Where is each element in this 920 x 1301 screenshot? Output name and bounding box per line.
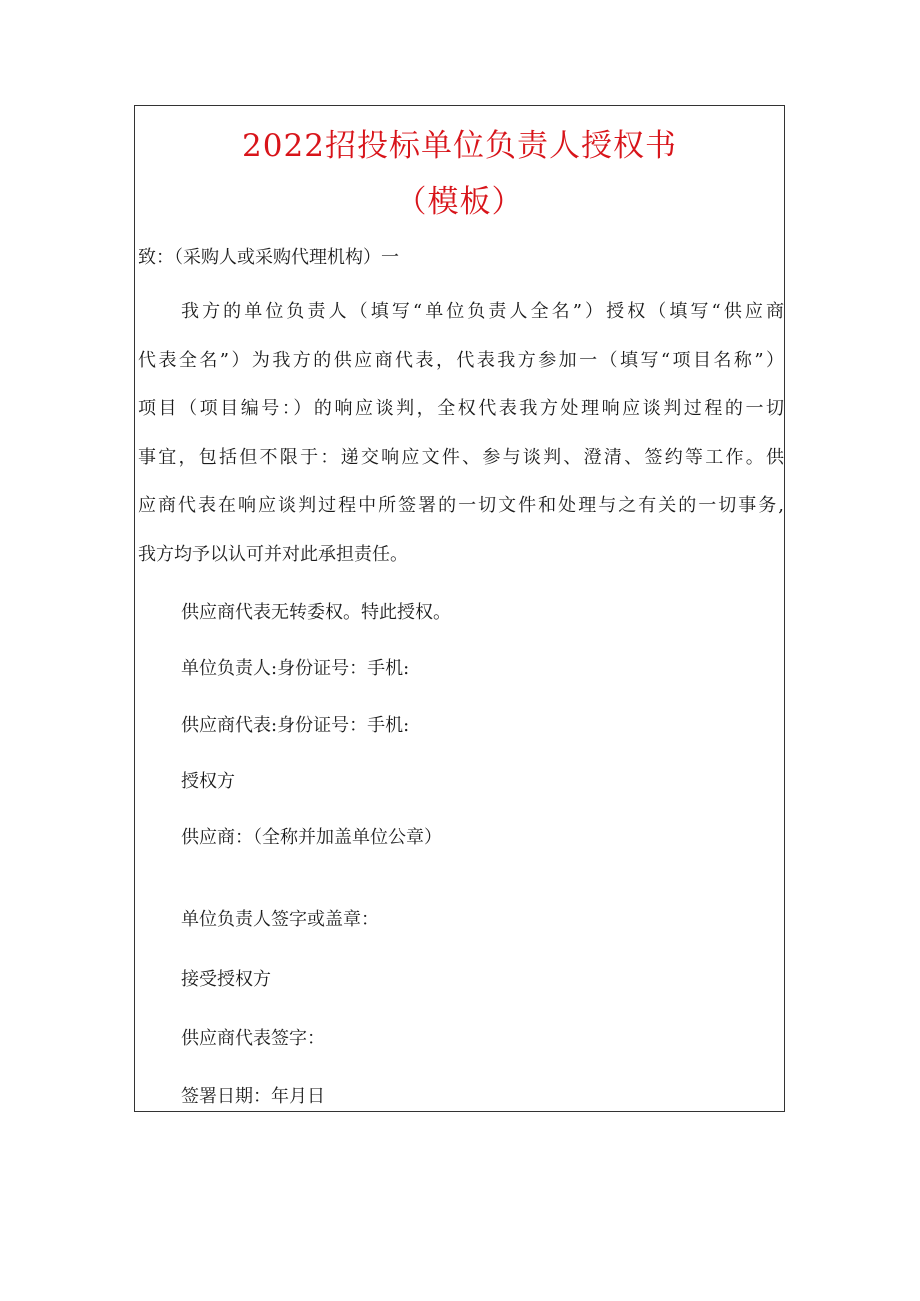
supplier-label: 供应商：（全称并加盖单位公章） [181, 827, 442, 848]
document-frame [134, 105, 785, 1112]
grantee-label: 接受授权方 [181, 969, 271, 990]
paragraph-line: 我方的单位负责人（填写“单位负责人全名”）授权（填写“供应商 [181, 301, 784, 322]
paragraph-line: 事宜，包括但不限于：递交响应文件、参与谈判、澄清、签约等工作。供 [138, 446, 784, 468]
paragraph-line: 项目（项目编号：）的响应谈判，全权代表我方处理响应谈判过程的一切 [138, 398, 784, 420]
unit-head-info: 单位负责人:身份证号：手机: [181, 658, 410, 679]
document-subtitle: （模板） [395, 184, 524, 220]
supplier-rep-info: 供应商代表:身份证号：手机: [181, 715, 410, 736]
paragraph-line: 应商代表在响应谈判过程中所签署的一切文件和处理与之有关的一切事务, [138, 495, 784, 517]
grantor-label: 授权方 [181, 771, 235, 792]
paragraph-line: 我方均予以认可并对此承担责任。 [138, 543, 408, 565]
paragraph-line: 代表全名”）为我方的供应商代表，代表我方参加一（填写“项目名称”） [138, 349, 784, 371]
unit-head-signature: 单位负责人签字或盖章： [181, 909, 379, 930]
signing-date: 签署日期：年月日 [181, 1086, 325, 1107]
supplier-rep-signature: 供应商代表签字： [181, 1028, 325, 1049]
salutation: 致：（采购人或采购代理机构）一 [138, 247, 399, 268]
document-title: 2022招投标单位负责人授权书 [242, 128, 677, 164]
authorization-paragraph [138, 300, 784, 592]
no-delegation-statement: 供应商代表无转委权。特此授权。 [181, 602, 451, 623]
